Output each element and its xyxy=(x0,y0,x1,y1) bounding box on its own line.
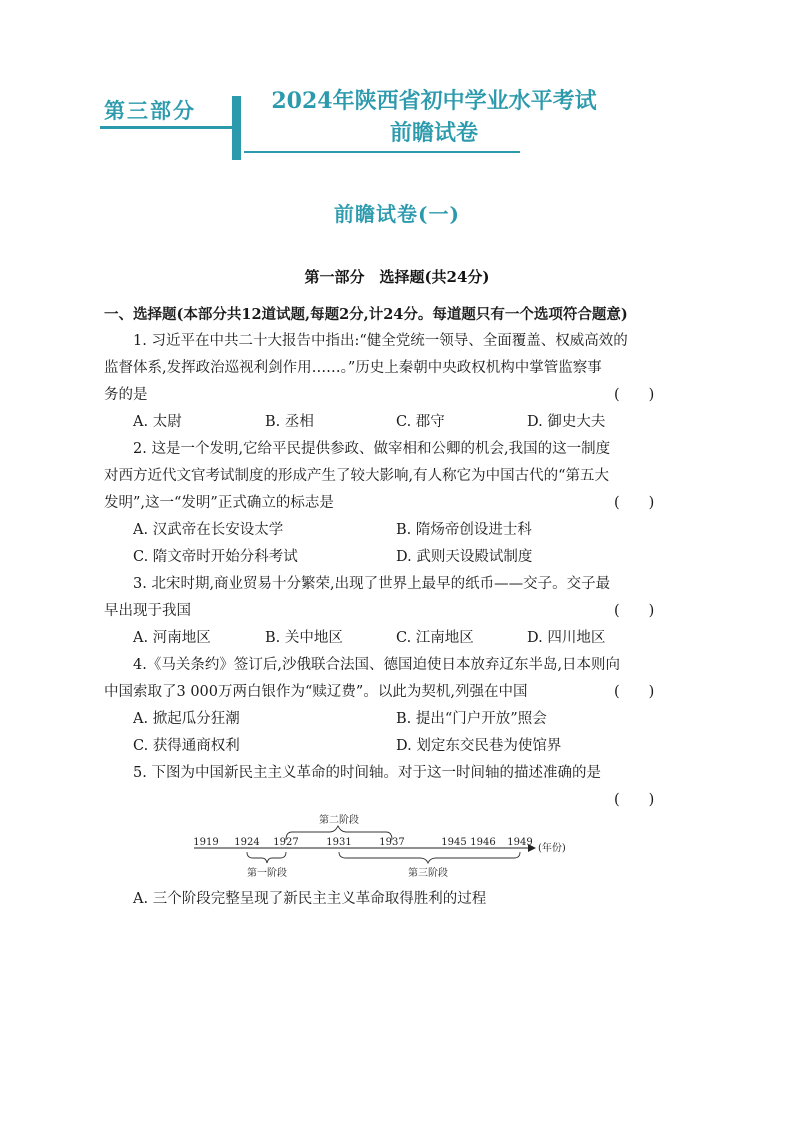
q4-line-1: 4.《马关条约》签订后,沙俄联合法国、德国迫使日本放弃辽东半岛,日本则向 xyxy=(133,657,621,673)
part-accent-bar xyxy=(232,96,241,160)
q2-option-b: B. 隋炀帝创设进士科 xyxy=(396,522,532,538)
q4-option-c: C. 获得通商权利 xyxy=(133,738,240,754)
q4-option-a: A. 掀起瓜分狂潮 xyxy=(133,711,240,727)
q3-option-d: D. 四川地区 xyxy=(527,630,606,646)
q2-option-c: C. 隋文帝时开始分科考试 xyxy=(133,549,298,565)
q2-answer-paren: ( ) xyxy=(614,495,655,511)
q3-option-c: C. 江南地区 xyxy=(396,630,474,646)
exam-title-line1: 2024年陕西省初中学业水平考试 xyxy=(271,88,597,114)
q3-line-1: 3. 北宋时期,商业贸易十分繁荣,出现了世界上最早的纸币——交子。交子最 xyxy=(133,576,611,592)
q1-line-3: 务的是 xyxy=(104,387,148,403)
q4-answer-paren: ( ) xyxy=(614,684,655,700)
q4-line-2: 中国索取了3 000万两白银作为“赎辽费”。以此为契机,列强在中国 xyxy=(104,684,528,700)
q2-line-2: 对西方近代文官考试制度的形成产生了较大影响,有人称它为中国古代的“第五大 xyxy=(104,468,610,484)
q4-option-d: D. 划定东交民巷为使馆界 xyxy=(396,738,562,754)
year-1931: 1931 xyxy=(326,837,352,848)
q2-option-a: A. 汉武帝在长安设太学 xyxy=(133,522,284,538)
q1-option-b: B. 丞相 xyxy=(265,414,314,430)
q1-option-d: D. 御史大夫 xyxy=(527,414,606,430)
q2-line-3: 发明”,这一“发明”正式确立的标志是 xyxy=(104,495,334,511)
timeline-unit-label: (年份) xyxy=(538,843,566,854)
q5-option-a: A. 三个阶段完整呈现了新民主主义革命取得胜利的过程 xyxy=(133,891,487,907)
q1-option-a: A. 太尉 xyxy=(133,414,182,430)
year-1945: 1945 xyxy=(441,837,467,848)
part-underline xyxy=(100,126,232,129)
year-1927: 1927 xyxy=(273,837,299,848)
year-1924: 1924 xyxy=(234,837,260,848)
section-title: 第一部分 选择题(共24分) xyxy=(304,268,490,286)
part-label: 第三部分 xyxy=(104,99,196,123)
stage2-label: 第二阶段 xyxy=(319,815,359,826)
q1-option-c: C. 郡守 xyxy=(396,414,445,430)
q1-line-2: 监督体系,发挥政治巡视利剑作用……。”历史上秦朝中央政权机构中掌管监察事 xyxy=(104,360,602,376)
q1-line-1: 1. 习近平在中共二十大报告中指出:“健全党统一领导、全面覆盖、权威高效的 xyxy=(133,333,628,349)
stage3-brace xyxy=(339,852,520,863)
q3-line-2: 早出现于我国 xyxy=(104,603,191,619)
q2-line-1: 2. 这是一个发明,它给平民提供参政、做宰相和公卿的机会,我国的这一制度 xyxy=(133,441,611,457)
q2-option-d: D. 武则天设殿试制度 xyxy=(396,549,533,565)
instruction-text: 一、选择题(本部分共12道试题,每题2分,计24分。每道题只有一个选项符合题意) xyxy=(104,306,628,323)
stage1-label: 第一阶段 xyxy=(247,868,287,879)
q5-line-1: 5. 下图为中国新民主主义革命的时间轴。对于这一时间轴的描述准确的是 xyxy=(133,765,601,781)
paper-title: 前瞻试卷(一) xyxy=(334,202,460,226)
stage3-label: 第三阶段 xyxy=(408,868,448,879)
q3-option-a: A. 河南地区 xyxy=(133,630,211,646)
year-1949: 1949 xyxy=(507,837,533,848)
q4-option-b: B. 提出“门户开放”照会 xyxy=(396,711,547,727)
year-1937: 1937 xyxy=(379,837,405,848)
stage1-brace xyxy=(247,852,286,863)
q3-option-b: B. 关中地区 xyxy=(265,630,343,646)
q3-answer-paren: ( ) xyxy=(614,603,655,619)
year-1946: 1946 xyxy=(470,837,496,848)
exam-title-line2: 前瞻试卷 xyxy=(389,120,478,146)
timeline-figure xyxy=(180,812,600,882)
year-1919: 1919 xyxy=(193,837,219,848)
header-rule xyxy=(244,151,520,153)
q1-answer-paren: ( ) xyxy=(614,387,655,403)
q5-answer-paren: ( ) xyxy=(614,792,655,808)
